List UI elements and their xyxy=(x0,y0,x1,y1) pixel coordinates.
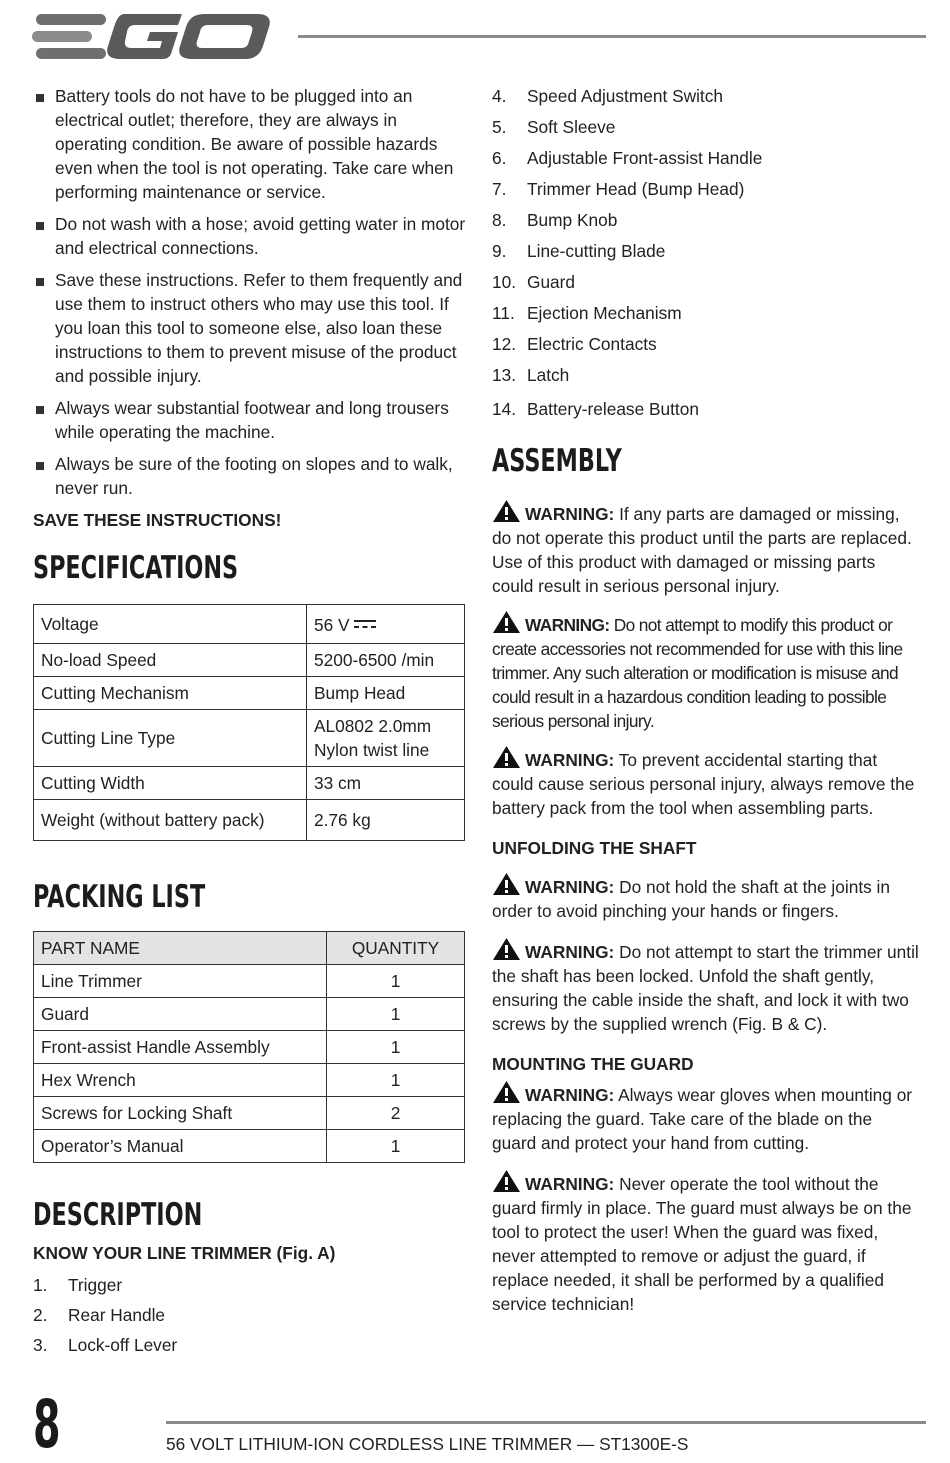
table-row xyxy=(34,998,465,1031)
part-name: Guard xyxy=(34,998,327,1031)
part-number: 2. xyxy=(33,1305,48,1325)
part-label: Trigger xyxy=(68,1275,123,1295)
column-header-part: PART NAME xyxy=(34,932,327,965)
part-label: Adjustable Front-assist Handle xyxy=(527,148,763,168)
part-number: 11. xyxy=(492,303,515,323)
parts-list-right xyxy=(492,84,920,421)
warning-text: Never operate the tool without the guard firmly in place. The guard must always be on the tool to protect the user! When the guard was fixed, never attempted to remove or adjust the guard, if replace needed, it shall be performed by a qualified service technician! xyxy=(492,1174,912,1314)
part-number: 8. xyxy=(492,210,507,230)
part-label: Latch xyxy=(527,365,570,385)
spec-value: Bump Head xyxy=(307,677,465,710)
part-quantity: 1 xyxy=(327,1130,465,1163)
table-header-row xyxy=(34,932,465,965)
part-label: Lock-off Lever xyxy=(68,1335,178,1355)
spec-value: 5200-6500 /min xyxy=(307,644,465,677)
footer-rule xyxy=(166,1421,926,1424)
table-row xyxy=(34,965,465,998)
column-header-quantity: QUANTITY xyxy=(327,932,465,965)
list-item xyxy=(492,270,920,294)
unfolding-subtitle: UNFOLDING THE SHAFT xyxy=(492,838,697,858)
description-subtitle: KNOW YOUR LINE TRIMMER (Fig. A) xyxy=(33,1243,336,1263)
part-name: Screws for Locking Shaft xyxy=(34,1097,327,1130)
spec-value: 33 cm xyxy=(307,767,465,800)
table-row xyxy=(34,710,465,767)
table-row xyxy=(34,1130,465,1163)
part-label: Bump Knob xyxy=(527,210,618,230)
part-quantity: 2 xyxy=(327,1097,465,1130)
warning-label: WARNING: xyxy=(525,1174,615,1194)
part-name: Front-assist Handle Assembly xyxy=(34,1031,327,1064)
table-row xyxy=(34,677,465,710)
part-label: Battery-release Button xyxy=(527,399,699,419)
spec-label: Weight (without battery pack) xyxy=(34,800,307,841)
left-column xyxy=(33,84,467,1357)
part-quantity: 1 xyxy=(327,1031,465,1064)
right-column xyxy=(492,84,920,1316)
list-item xyxy=(33,1273,467,1297)
spec-label: Cutting Width xyxy=(34,767,307,800)
list-item xyxy=(33,1333,467,1357)
footer-text: 56 VOLT LITHIUM-ION CORDLESS LINE TRIMMER — ST1300E-S xyxy=(166,1434,689,1454)
warning-triangle-icon xyxy=(492,499,521,523)
part-quantity: 1 xyxy=(327,998,465,1031)
part-quantity: 1 xyxy=(327,1064,465,1097)
list-item xyxy=(492,332,920,356)
list-item xyxy=(492,239,920,263)
warning-label: WARNING: xyxy=(525,615,610,635)
spec-value-line: Nylon twist line xyxy=(314,740,430,760)
warning-block xyxy=(492,1169,920,1316)
packing-list-title: PACKING LIST xyxy=(33,879,206,915)
bullet-item: Save these instructions. Refer to them frequently and use them to instruct others who may use this tool. If you loan this tool to someone else, also loan these instructions to them to prevent misuse of the product and possible injury. xyxy=(33,268,467,388)
part-number: 1. xyxy=(33,1275,48,1295)
warning-triangle-icon xyxy=(492,610,521,634)
part-label: Speed Adjustment Switch xyxy=(527,86,723,106)
warning-triangle-icon xyxy=(492,872,521,896)
warning-block xyxy=(492,937,920,1036)
bullet-item: Battery tools do not have to be plugged into an electrical outlet; therefore, they are always in operating condition. Be aware of possible hazards even when the tool is not operating. Take care when performing maintenance or service. xyxy=(33,84,467,204)
part-label: Ejection Mechanism xyxy=(527,303,682,323)
list-item xyxy=(492,177,920,201)
part-number: 7. xyxy=(492,179,507,199)
parts-list-left xyxy=(33,1273,467,1357)
warning-block xyxy=(492,499,920,598)
header-rule xyxy=(298,35,926,38)
warning-triangle-icon xyxy=(492,745,521,769)
ego-logo xyxy=(32,8,277,64)
table-row xyxy=(34,644,465,677)
list-item xyxy=(492,397,920,421)
list-item xyxy=(492,146,920,170)
warning-text: To prevent accidental starting that could cause serious personal injury, always remove the battery pack from the tool when assembling parts. xyxy=(492,750,915,818)
part-label: Soft Sleeve xyxy=(527,117,616,137)
list-item xyxy=(492,84,920,108)
table-row xyxy=(34,1097,465,1130)
part-number: 14. xyxy=(492,399,517,419)
save-instructions: SAVE THESE INSTRUCTIONS! xyxy=(33,510,282,530)
spec-value: 56 V xyxy=(314,615,350,635)
warning-label: WARNING: xyxy=(525,877,615,897)
bullet-item: Always be sure of the footing on slopes and to walk, never run. xyxy=(33,452,467,500)
part-label: Line-cutting Blade xyxy=(527,241,666,261)
packing-list-table xyxy=(33,931,465,1163)
spec-value: 2.76 kg xyxy=(307,800,465,841)
table-row xyxy=(34,1031,465,1064)
part-label: Trimmer Head (Bump Head) xyxy=(527,179,745,199)
specifications-table xyxy=(33,604,465,841)
table-row xyxy=(34,605,465,644)
part-number: 6. xyxy=(492,148,507,168)
assembly-title: ASSEMBLY xyxy=(492,443,622,479)
specifications-title: SPECIFICATIONS xyxy=(33,550,239,586)
list-item xyxy=(33,1303,467,1327)
table-row xyxy=(34,800,465,841)
warning-text: Do not attempt to start the trimmer until the shaft has been locked. Unfold the shaft gently, ensuring the cable inside the shaft, and lock it with two screws by the supplied wrench (Fig. B & C). xyxy=(492,942,919,1034)
part-number: 4. xyxy=(492,86,507,106)
page-number: 8 xyxy=(33,1386,61,1463)
list-item xyxy=(492,363,920,387)
dc-current-icon xyxy=(354,611,376,635)
warning-block xyxy=(492,1080,920,1155)
safety-bullet-list xyxy=(33,84,467,500)
spec-label: Voltage xyxy=(34,605,307,644)
warning-label: WARNING: xyxy=(525,504,615,524)
warning-text: Always wear gloves when mounting or replacing the guard. Take care of the blade on the guard and protect your hand from cutting. xyxy=(492,1085,913,1153)
table-row xyxy=(34,1064,465,1097)
part-number: 10. xyxy=(492,272,517,292)
part-number: 12. xyxy=(492,334,517,354)
spec-value xyxy=(307,710,465,767)
spec-label: Cutting Mechanism xyxy=(34,677,307,710)
warning-triangle-icon xyxy=(492,1080,521,1104)
bullet-item: Always wear substantial footwear and long trousers while operating the machine. xyxy=(33,396,467,444)
part-quantity: 1 xyxy=(327,965,465,998)
bullet-item: Do not wash with a hose; avoid getting water in motor and electrical connections. xyxy=(33,212,467,260)
part-name: Hex Wrench xyxy=(34,1064,327,1097)
warning-triangle-icon xyxy=(492,937,521,961)
spec-value-line: AL0802 2.0mm xyxy=(314,716,432,736)
warning-block xyxy=(492,745,920,820)
part-number: 3. xyxy=(33,1335,48,1355)
warning-text: If any parts are damaged or missing, do not operate this product until the parts are replaced. Use of this product with damaged or missing parts could result in serious personal injury. xyxy=(492,504,912,596)
warning-text: Do not attempt to modify this product or create accessories not recommended for use with this line trimmer. Any such alteration or modification is misuse and could result in a hazardous condition leading to possible serious personal injury. xyxy=(492,615,903,731)
list-item xyxy=(492,301,920,325)
warning-block xyxy=(492,610,920,733)
warning-block xyxy=(492,872,920,923)
spec-value-voltage xyxy=(307,605,465,644)
description-title: DESCRIPTION xyxy=(33,1197,203,1233)
part-label: Guard xyxy=(527,272,576,292)
spec-label: No-load Speed xyxy=(34,644,307,677)
warning-triangle-icon xyxy=(492,1169,521,1193)
list-item xyxy=(492,115,920,139)
part-label: Electric Contacts xyxy=(527,334,657,354)
part-label: Rear Handle xyxy=(68,1305,166,1325)
part-name: Line Trimmer xyxy=(34,965,327,998)
part-number: 5. xyxy=(492,117,507,137)
mounting-subtitle: MOUNTING THE GUARD xyxy=(492,1054,694,1074)
warning-label: WARNING: xyxy=(525,942,615,962)
table-row xyxy=(34,767,465,800)
spec-label: Cutting Line Type xyxy=(34,710,307,767)
warning-text: Do not hold the shaft at the joints in order to avoid pinching your hands or fingers. xyxy=(492,877,891,921)
warning-label: WARNING: xyxy=(525,750,615,770)
part-number: 13. xyxy=(492,365,517,385)
warning-label: WARNING: xyxy=(525,1085,615,1105)
list-item xyxy=(492,208,920,232)
part-number: 9. xyxy=(492,241,507,261)
part-name: Operator’s Manual xyxy=(34,1130,327,1163)
